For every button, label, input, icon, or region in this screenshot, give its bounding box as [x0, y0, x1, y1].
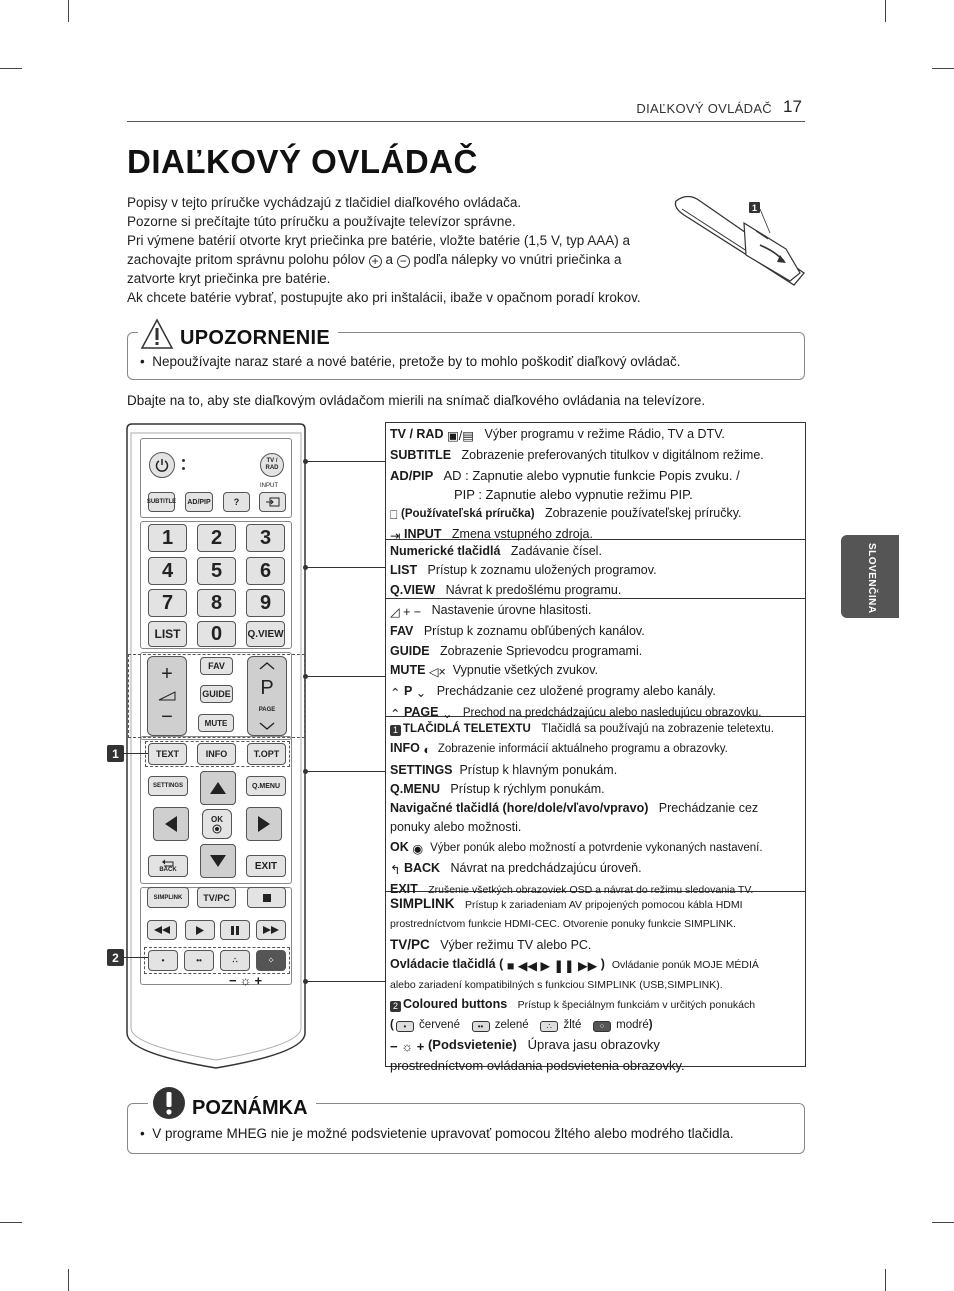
- manual-book-icon: ⎕: [390, 508, 398, 523]
- chevron-up-icon: ⌃: [390, 686, 401, 701]
- blue-button[interactable]: ⁘: [256, 950, 286, 971]
- led-icon: [182, 459, 185, 462]
- number-0-button[interactable]: 0: [197, 621, 236, 647]
- battery-cover-illustration: [674, 193, 809, 287]
- chevron-up-icon: ⌃: [390, 707, 401, 722]
- intro-line: zachovajte pritom správnu polohu pólov + a − podľa nálepky vo vnútri priečinka a: [127, 252, 622, 268]
- volume-up-icon: +: [161, 663, 173, 685]
- crop-mark: [0, 68, 22, 69]
- crop-mark: [68, 1269, 69, 1291]
- leader-line: [306, 676, 386, 677]
- intro-line: Ak chcete batérie vybrať, postupujte ako pri inštalácii, ibaže v opačnom poradí krokov.: [127, 290, 641, 305]
- intro-text: [127, 193, 687, 307]
- number-5-button[interactable]: 5: [197, 557, 236, 585]
- q-view-button[interactable]: Q.VIEW: [246, 621, 285, 647]
- yellow-key-icon: ∴: [540, 1021, 558, 1032]
- stop-icon: [263, 894, 271, 902]
- red-button[interactable]: •: [148, 950, 178, 971]
- ok-circle-icon: ◉: [412, 841, 424, 856]
- nav-up-button[interactable]: [200, 771, 236, 805]
- info-icon: ◐: [423, 743, 431, 758]
- chevron-down-icon: [259, 722, 275, 730]
- page-label: PAGE: [258, 706, 276, 713]
- callout-2: 2: [107, 949, 124, 966]
- volume-rocker[interactable]: [147, 656, 187, 736]
- table-row: LIST Prístup k zoznamu uložených programov.: [390, 563, 657, 578]
- green-key-icon: ••: [472, 1021, 490, 1032]
- volume-icon: ◿ + −: [390, 605, 422, 619]
- mute-button[interactable]: MUTE: [198, 714, 234, 732]
- table-row: ( • červené •• zelené ∴ žlté ⁘ modré): [390, 1018, 653, 1031]
- crop-mark: [885, 0, 886, 22]
- aim-instruction: Dbajte na to, aby ste diaľkovým ovládačom mierili na snímač diaľkového ovládania na televízore.: [127, 393, 706, 408]
- table-row: EXIT Zrušenie všetkých obrazoviek OSD a návrat do režimu sledovania TV.: [390, 882, 754, 897]
- number-2-button[interactable]: 2: [197, 524, 236, 552]
- table-row: OK ◉ Výber ponúk alebo možností a potvrdenie vykonaných nastavení.: [390, 838, 801, 859]
- table-row: ⎕ (Používateľská príručka) Zobrazenie používateľskej príručky.: [390, 504, 801, 525]
- channel-p-label: P: [260, 677, 274, 700]
- leader-line: [306, 771, 386, 772]
- arrow-up-icon: [209, 781, 227, 795]
- table-cell-navigation: [386, 717, 805, 897]
- table-row: INFO ◐ Zobrazenie informácií aktuálneho programu a obrazovky.: [390, 739, 801, 760]
- table-cell-volume-channel: [386, 599, 805, 722]
- table-row: SIMPLINK Prístup k zariadeniam AV pripojených pomocou kábla HDMI: [390, 896, 743, 911]
- tv-rad-button[interactable]: TV / RAD: [260, 453, 284, 477]
- number-6-button[interactable]: 6: [246, 557, 285, 585]
- table-cell-number-pad: [386, 540, 805, 599]
- plus-pole-icon: +: [369, 255, 382, 268]
- crop-mark: [68, 0, 69, 22]
- number-1-button[interactable]: 1: [148, 524, 187, 552]
- ok-button[interactable]: [202, 809, 232, 839]
- guide-button[interactable]: GUIDE: [200, 685, 233, 703]
- table-row: Q.VIEW Návrat k predošlému programu.: [390, 582, 622, 597]
- table-row: − ☼ + (Podsvietenie) Úprava jasu obrazovky: [390, 1035, 801, 1056]
- channel-page-rocker[interactable]: [247, 656, 287, 736]
- battery-callout: 1: [751, 203, 758, 213]
- table-row: ⇥ INPUT Zmena vstupného zdroja.: [390, 525, 801, 546]
- input-button[interactable]: [259, 492, 286, 512]
- ok-circle-icon: [212, 824, 222, 834]
- number-9-button[interactable]: 9: [246, 589, 285, 617]
- volume-down-icon: −: [161, 706, 173, 728]
- table-row: PIP : Zapnutie alebo vypnutie režimu PIP.: [454, 486, 693, 502]
- info-button[interactable]: INFO: [197, 743, 236, 765]
- callout-2-badge: 2: [390, 1001, 401, 1012]
- page-number: 17: [783, 97, 802, 116]
- table-row: ↰ BACK Návrat na predchádzajúcu úroveň.: [390, 859, 801, 880]
- t-opt-button[interactable]: T.OPT: [247, 743, 286, 765]
- exit-button[interactable]: EXIT: [246, 855, 286, 877]
- ok-label: OK: [211, 814, 223, 824]
- tv-rad-icon: ▣/▤: [446, 429, 475, 443]
- table-row: SUBTITLE Zobrazenie preferovaných titulkov v digitálnom režime.: [390, 448, 764, 463]
- warning-title: UPOZORNENIE: [180, 327, 330, 349]
- table-row: MUTE ◁× Vypnutie všetkých zvukov.: [390, 661, 801, 682]
- header-rule: [127, 121, 805, 122]
- input-icon: ⇥: [390, 529, 401, 544]
- intro-line: zatvorte kryt priečinka pre batérie.: [127, 271, 331, 286]
- chevron-down-icon: ⌄: [415, 686, 427, 701]
- table-row: prostredníctvom funkcie HDMI-CEC. Otvorenie ponuky funkcie SIMPLINK.: [390, 918, 737, 931]
- table-row: Ovládacie tlačidlá ( ■ ◀◀ ▶ ❚❚ ▶▶ ) Ovládanie ponúk MOJE MÉDIÁ: [390, 955, 801, 976]
- led-icon: [182, 467, 185, 470]
- stop-button[interactable]: [247, 887, 286, 908]
- table-cell-top-buttons: [386, 423, 805, 544]
- crop-mark: [885, 1269, 886, 1291]
- simplink-button[interactable]: SIMPLINK: [147, 887, 189, 908]
- chevron-up-icon: [259, 662, 275, 670]
- table-row: alebo zariadení kompatibilných s funkciou SIMPLINK (USB,SIMPLINK).: [390, 979, 723, 992]
- intro-line: Pozorne si prečítajte túto príručku a používajte televízor správne.: [127, 214, 516, 229]
- number-3-button[interactable]: 3: [246, 524, 285, 552]
- remote-control-illustration: [112, 423, 306, 1071]
- volume-icon: [158, 691, 176, 701]
- nav-left-button[interactable]: [153, 807, 189, 841]
- input-label: INPUT: [260, 483, 278, 489]
- table-row: Q.MENU Prístup k rýchlym ponukám.: [390, 781, 605, 796]
- rewind-icon: [154, 926, 170, 934]
- callout-2-leader: [124, 957, 148, 958]
- text-button[interactable]: TEXT: [148, 743, 187, 765]
- language-side-tab: [841, 535, 899, 618]
- red-key-icon: •: [396, 1021, 414, 1032]
- crop-mark: [932, 1222, 954, 1223]
- note-header: [148, 1082, 316, 1120]
- table-row: AD/PIP AD : Zapnutie alebo vypnutie funkcie Popis zvuku. /: [390, 467, 740, 483]
- table-row: ⌃ PAGE ⌄ Prechod na predchádzajúcu alebo nasledujúcu obrazovku.: [390, 703, 801, 724]
- tv-pc-button[interactable]: TV/PC: [197, 887, 236, 908]
- backlight-icon: − ☼ +: [390, 1039, 425, 1055]
- yellow-button[interactable]: ∴: [220, 950, 250, 971]
- list-button[interactable]: LIST: [148, 621, 187, 647]
- fast-forward-button[interactable]: [256, 920, 286, 940]
- chevron-down-icon: ⌄: [441, 707, 453, 722]
- play-icon: [196, 926, 204, 935]
- pause-icon: [231, 926, 239, 935]
- table-row: Navigačné tlačidlá (hore/dole/vľavo/vpravo) Prechádzanie cez: [390, 801, 759, 816]
- green-button[interactable]: ••: [184, 950, 214, 971]
- rewind-button[interactable]: [147, 920, 177, 940]
- note-text: • V programe MHEG nie je možné podsvietenie upravovať pomocou žltého alebo modrého tlačidla.: [140, 1126, 734, 1141]
- settings-button[interactable]: SETTINGS: [148, 776, 188, 796]
- media-control-icons: ■ ◀◀ ▶ ❚❚ ▶▶: [506, 958, 598, 973]
- leader-line: [306, 461, 386, 462]
- ad-pip-button[interactable]: AD/PIP: [185, 492, 213, 512]
- warning-text: • Nepoužívajte naraz staré a nové batérie, pretože by to mohlo poškodiť diaľkový ovládač.: [140, 354, 681, 369]
- nav-right-button[interactable]: [246, 807, 282, 841]
- leader-line: [306, 567, 386, 568]
- table-row: ⌃ P ⌄ Prechádzanie cez uložené programy alebo kanály.: [390, 682, 801, 703]
- table-row: GUIDE Zobrazenie Sprievodcu programami.: [390, 643, 643, 658]
- crop-mark: [0, 1222, 22, 1223]
- nav-down-button[interactable]: [200, 844, 236, 878]
- fav-button[interactable]: FAV: [200, 657, 233, 675]
- back-label: BACK: [159, 866, 177, 873]
- leader-line: [306, 981, 386, 982]
- table-row: TV / RAD ▣/▤ Výber programu v režime Rádio, TV a DTV.: [390, 425, 801, 446]
- table-cell-media-coloured: [386, 892, 805, 1074]
- table-row: Numerické tlačidlá Zadávanie čísel.: [390, 544, 602, 558]
- warning-header: [138, 310, 338, 350]
- exclamation-note-icon: [152, 1086, 186, 1120]
- minus-pole-icon: −: [397, 255, 410, 268]
- input-icon: [266, 497, 280, 507]
- table-row: ◿ + − Nastavenie úrovne hlasitosti.: [390, 601, 801, 622]
- language-tab-label: SLOVENČINA: [866, 543, 877, 614]
- page-title: DIAĽKOVÝ OVLÁDAČ: [127, 143, 478, 180]
- play-button[interactable]: [185, 920, 215, 940]
- callout-1-badge: 1: [390, 725, 401, 736]
- blue-key-icon: ⁘: [593, 1021, 611, 1032]
- warning-triangle-icon: [140, 318, 174, 350]
- pause-button[interactable]: [220, 920, 250, 940]
- arrow-down-icon: [209, 854, 227, 868]
- back-arrow-icon: ↰: [390, 863, 401, 878]
- table-row: SETTINGS Prístup k hlavným ponukám.: [390, 762, 618, 777]
- fast-forward-icon: [263, 926, 279, 934]
- user-manual-button[interactable]: ?: [223, 492, 250, 512]
- table-row: 1 TLAČIDLÁ TELETEXTU Tlačidlá sa používajú na zobrazenie teletextu.: [390, 719, 801, 739]
- arrow-left-icon: [164, 815, 178, 833]
- back-button[interactable]: [148, 855, 188, 877]
- intro-line: Popisy v tejto príručke vychádzajú z tlačidiel diaľkového ovládača.: [127, 195, 522, 210]
- backlight-control[interactable]: −☼+: [229, 973, 266, 988]
- number-4-button[interactable]: 4: [148, 557, 187, 585]
- running-header: DIAĽKOVÝ OVLÁDAČ: [636, 101, 772, 116]
- button-description-table: [385, 422, 806, 1074]
- table-row: 2 Coloured buttons Prístup k špeciálnym funkciám v určitých ponukách: [390, 995, 801, 1015]
- back-arrow-icon: [161, 859, 175, 867]
- callout-1-leader: [124, 753, 148, 754]
- table-row: prostredníctvom ovládania podsvietenia obrazovky.: [390, 1058, 685, 1074]
- arrow-right-icon: [257, 815, 271, 833]
- power-button[interactable]: [149, 452, 175, 478]
- mute-icon: ◁×: [428, 664, 446, 679]
- callout-1: 1: [107, 745, 124, 762]
- table-row: FAV Prístup k zoznamu obľúbených kanálov.: [390, 624, 645, 639]
- subtitle-button[interactable]: SUBTITLE: [148, 492, 175, 512]
- note-title: POZNÁMKA: [192, 1097, 308, 1119]
- table-row: TV/PC Výber režimu TV alebo PC.: [390, 936, 592, 952]
- table-row: ponuky alebo možnosti.: [390, 820, 522, 835]
- number-8-button[interactable]: 8: [197, 589, 236, 617]
- q-menu-button[interactable]: Q.MENU: [246, 776, 286, 796]
- power-icon: [155, 458, 169, 472]
- number-7-button[interactable]: 7: [148, 589, 187, 617]
- crop-mark: [932, 68, 954, 69]
- intro-line: Pri výmene batérií otvorte kryt priečinka pre batérie, vložte batérie (1,5 V, typ AAA) a: [127, 233, 630, 248]
